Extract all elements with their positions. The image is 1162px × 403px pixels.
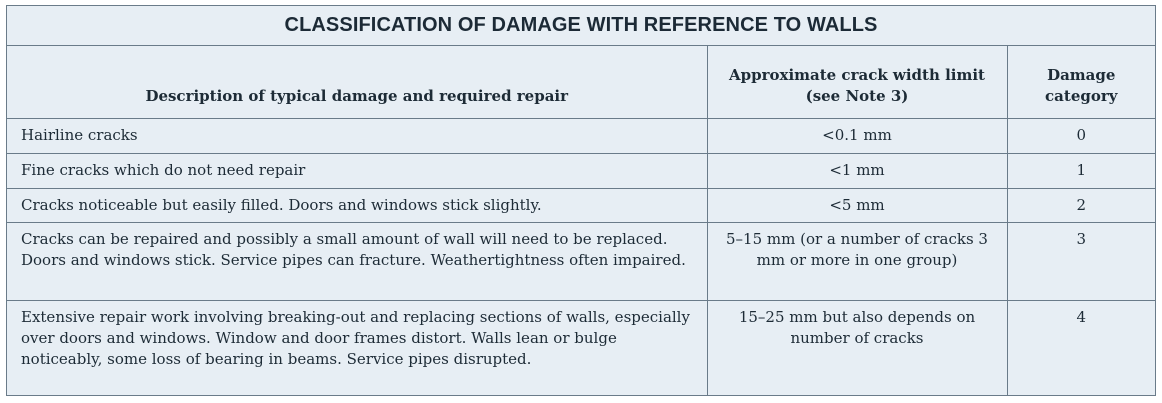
header-description: Description of typical damage and required repair	[7, 46, 707, 118]
table-row	[7, 300, 1155, 395]
classification-grid	[7, 46, 1155, 395]
row-crack-width: <1 mm	[707, 153, 1007, 188]
row-damage-category: 1	[1007, 153, 1155, 188]
table-row	[7, 153, 1155, 188]
damage-classification-table	[6, 5, 1156, 396]
row-damage-category: 3	[1007, 222, 1155, 300]
row-crack-width: 15–25 mm but also depends on number of cracks	[707, 300, 1007, 395]
row-description: Extensive repair work involving breaking-out and replacing sections of walls, especially over doors and windows. Window and door frames distort. Walls lean or bulge noticeably, some loss of bearing in beams. Service pipes disrupted.	[7, 300, 707, 395]
table-row	[7, 118, 1155, 153]
row-description: Cracks noticeable but easily filled. Doors and windows stick slightly.	[7, 188, 707, 222]
row-description: Hairline cracks	[7, 118, 707, 153]
header-crack-width: Approximate crack width limit (see Note 3)	[707, 46, 1007, 118]
table-row	[7, 188, 1155, 222]
row-damage-category: 2	[1007, 188, 1155, 222]
row-damage-category: 0	[1007, 118, 1155, 153]
table-row	[7, 222, 1155, 300]
header-damage-category: Damage category	[1007, 46, 1155, 118]
row-damage-category: 4	[1076, 307, 1087, 326]
row-crack-width: 5–15 mm (or a number of cracks 3 mm or more in one group)	[707, 222, 1007, 300]
row-description: Fine cracks which do not need repair	[7, 153, 707, 188]
table-title: CLASSIFICATION OF DAMAGE WITH REFERENCE TO WALLS	[7, 6, 1155, 46]
header-row	[7, 46, 1155, 118]
row-crack-width: <5 mm	[707, 188, 1007, 222]
row-description: Cracks can be repaired and possibly a small amount of wall will need to be replaced. Doors and windows stick. Service pipes can fracture. Weathertightness often impaired.	[7, 222, 707, 300]
row-crack-width: <0.1 mm	[707, 118, 1007, 153]
